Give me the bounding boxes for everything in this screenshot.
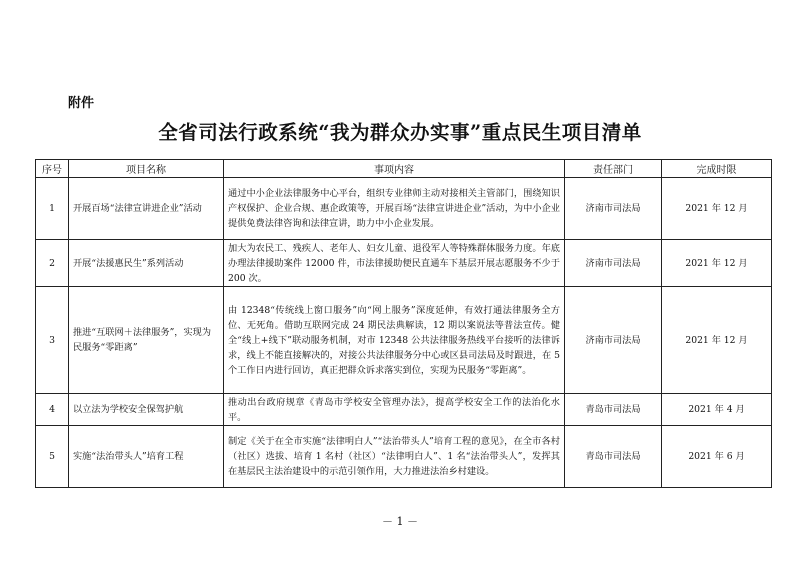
- row-name: 实施“法治带头人”培育工程: [69, 426, 224, 488]
- header-dept: 责任部门: [565, 160, 662, 178]
- row-dept: 青岛市司法局: [565, 426, 662, 488]
- row-content: 加大为农民工、残疾人、老年人、妇女儿童、退役军人等特殊群体服务力度。年底办理法律援助案件 12000 件，市法律援助便民直通车下基层开展志愿服务不少于 200 次。: [224, 240, 565, 287]
- row-date: 2021 年 12 月: [662, 240, 772, 287]
- row-num: 5: [36, 426, 69, 488]
- table-row: [36, 178, 772, 240]
- table-row: [36, 287, 772, 394]
- row-content: 通过中小企业法律服务中心平台，组织专业律师主动对接相关主管部门，围绕知识产权保护、企业合规、惠企政策等，开展百场“法律宣讲进企业”活动，为中小企业提供免费法律咨询和法律宣讲，助力中小企业发展。: [224, 178, 565, 240]
- row-date: 2021 年 12 月: [662, 287, 772, 394]
- attachment-label: 附件: [68, 96, 95, 111]
- row-date: 2021 年 6 月: [662, 426, 772, 488]
- row-date: 2021 年 12 月: [662, 178, 772, 240]
- table-header-row: [36, 160, 772, 178]
- row-num: 2: [36, 240, 69, 287]
- header-num: 序号: [36, 160, 69, 178]
- table-row: [36, 394, 772, 426]
- table-row: [36, 240, 772, 287]
- row-num: 4: [36, 394, 69, 426]
- row-dept: 济南市司法局: [565, 178, 662, 240]
- row-num: 1: [36, 178, 69, 240]
- row-content: 推动出台政府规章《青岛市学校安全管理办法》，提高学校安全工作的法治化水平。: [224, 394, 565, 426]
- row-name: 推进“互联网＋法律服务”，实现为民服务“零距离”: [69, 287, 224, 394]
- row-name: 以立法为学校安全保驾护航: [69, 394, 224, 426]
- table-row: [36, 426, 772, 488]
- document-title: 全省司法行政系统“我为群众办实事”重点民生项目清单: [158, 121, 642, 144]
- row-dept: 济南市司法局: [565, 287, 662, 394]
- row-dept: 青岛市司法局: [565, 394, 662, 426]
- page-number: － 1 －: [382, 515, 418, 528]
- row-name: 开展百场“法律宣讲进企业”活动: [69, 178, 224, 240]
- projects-table: [35, 159, 772, 488]
- row-name: 开展“法援惠民生”系列活动: [69, 240, 224, 287]
- header-date: 完成时限: [662, 160, 772, 178]
- row-date: 2021 年 4 月: [662, 394, 772, 426]
- row-dept: 济南市司法局: [565, 240, 662, 287]
- header-content: 事项内容: [224, 160, 565, 178]
- row-content: 由 12348“传统线上窗口服务”向“网上服务”深度延伸，有效打通法律服务全方位、无死角。借助互联网完成 24 期民法典解读，12 期以案说法等普法宣传。健全“线上+线下”联动服务机制，对市 12348 公共法律服务热线平台接听的法律诉求，线上不能直接解决的，对接公共法律服务分中心或区县司法局及时跟进，在 5 个工作日内进行回访，真正把群众诉求落实到位，实现为民服务“零距离”。: [224, 287, 565, 394]
- row-num: 3: [36, 287, 69, 394]
- row-content: 制定《关于在全市实施“法律明白人”“法治带头人”培育工程的意见》，在全市各村（社区）选拔、培育 1 名村（社区）“法律明白人”、1 名“法治带头人”，发挥其在基层民主法治建设中的示范引领作用，大力推进法治乡村建设。: [224, 426, 565, 488]
- header-name: 项目名称: [69, 160, 224, 178]
